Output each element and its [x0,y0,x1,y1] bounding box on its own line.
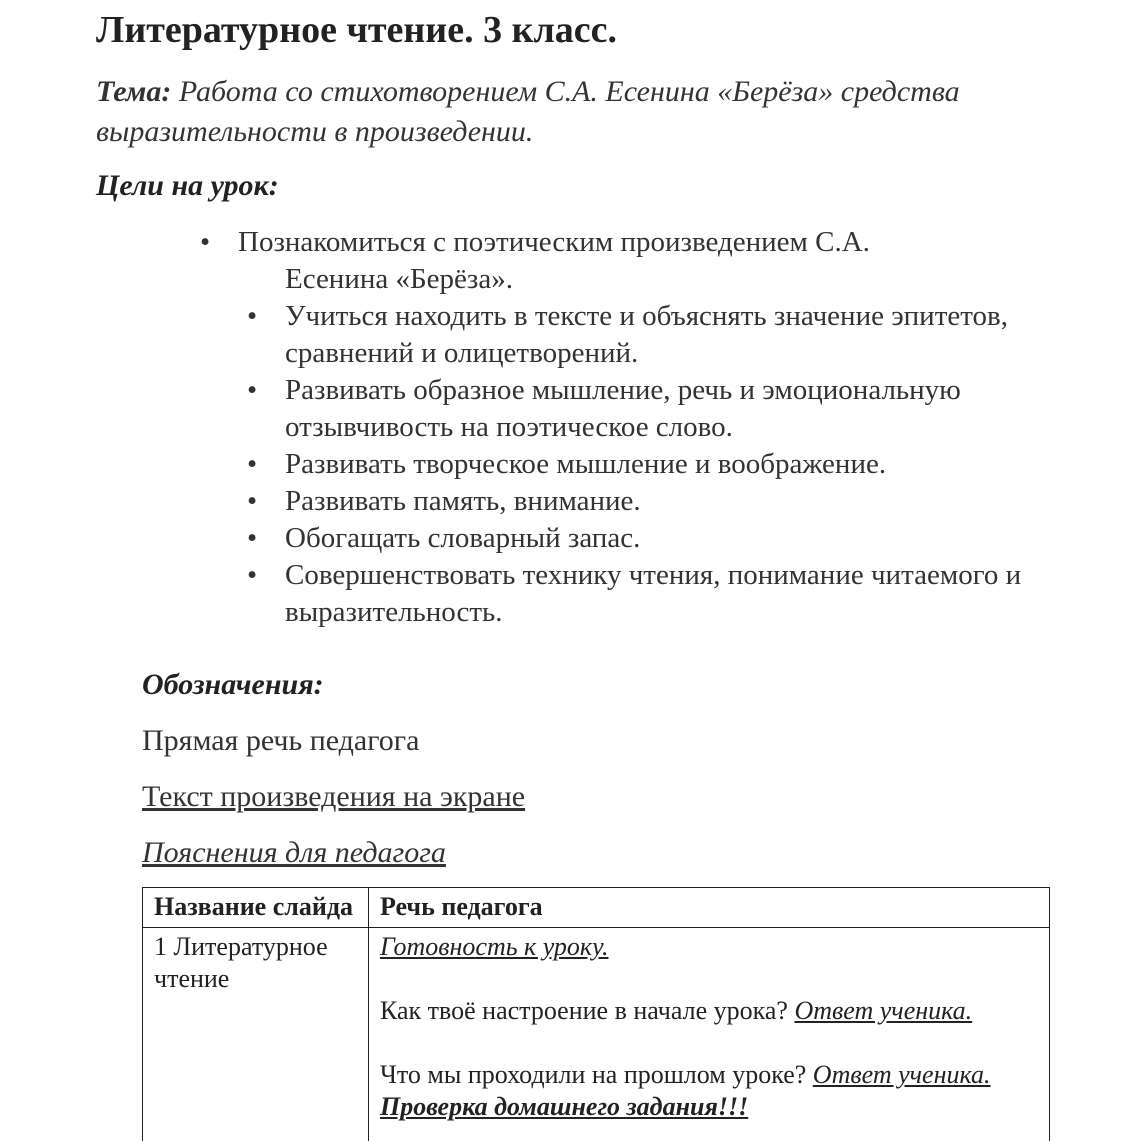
question-mood: Как твоё настроение в начале урока? [380,996,795,1025]
topic-text: Работа со стихотворением С.А. Есенина «Берёза» средства выразительности в произведении. [96,75,960,148]
lesson-plan-table [142,887,1050,1141]
cell-slide-name: 1 Литературное чтение [143,928,369,1141]
legend-teacher-notes: Пояснения для педагога [142,836,446,869]
student-answer-note: Ответ ученика. [794,996,973,1025]
legend-screen-text: Текст произведения на экране [142,780,526,813]
goal-item: • Развивать образное мышление, речь и эмоциональную отзывчивость на поэтическое слово. [200,372,1080,446]
goal-item: • Совершенствовать технику чтения, понимание читаемого и выразительность. [200,557,1080,631]
goal-item-continuation: Есенина «Берёза». [285,263,513,295]
goal-item: • Учиться находить в тексте и объяснять значение эпитетов, сравнений и олицетворений. [200,298,1080,372]
question-previous-lesson: Что мы проходили на прошлом уроке? [380,1060,813,1089]
table-row [143,928,1050,1141]
topic-label: Тема: [96,75,172,108]
student-answer-note: Ответ ученика. [812,1060,991,1089]
goals-list [200,224,1080,631]
homework-check-note: Проверка домашнего задания!!! [380,1092,749,1121]
goals-heading: Цели на урок: [96,169,279,202]
table-header-row [143,888,1050,928]
cell-teacher-speech [369,928,1050,1141]
legend-direct-speech: Прямая речь педагога [142,724,420,757]
goal-item: • Развивать память, внимание. [200,483,1080,520]
goal-item [200,224,1080,298]
document-title: Литературное чтение. 3 класс. [96,9,618,51]
header-slide-name: Название слайда [143,888,369,928]
header-teacher-speech: Речь педагога [369,888,1050,928]
goal-item: • Развивать творческое мышление и воображение. [200,446,1080,483]
goal-item: • Обогащать словарный запас. [200,520,1080,557]
lesson-topic [96,72,1056,152]
goal-item-text: Познакомиться с поэтическим произведением С.А. [238,226,870,258]
readiness-note: Готовность к уроку. [380,932,609,961]
legend-heading: Обозначения: [142,668,324,701]
